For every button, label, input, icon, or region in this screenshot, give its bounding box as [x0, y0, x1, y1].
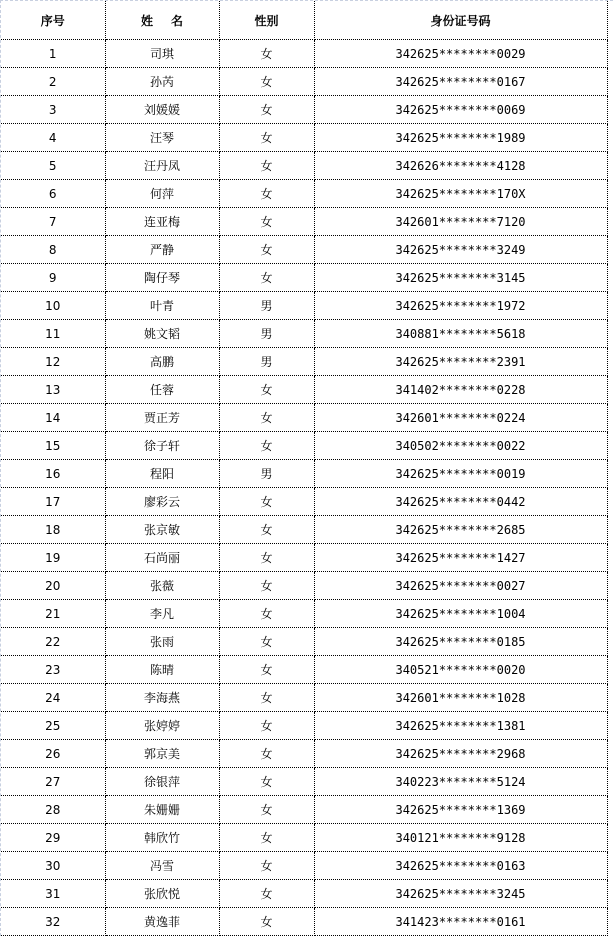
cell-gender[interactable]: 男 — [219, 292, 314, 320]
cell-gender[interactable]: 男 — [219, 348, 314, 376]
cell-gender[interactable]: 女 — [219, 236, 314, 264]
cell-gender[interactable]: 男 — [219, 460, 314, 488]
cell-name[interactable]: 张薇 — [105, 572, 219, 600]
cell-name[interactable]: 冯雪 — [105, 852, 219, 880]
cell-no[interactable]: 25 — [1, 712, 105, 740]
cell-name[interactable]: 李凡 — [105, 600, 219, 628]
table-row — [1, 768, 607, 796]
cell-id[interactable]: 340121********9128 — [314, 824, 607, 852]
header-id[interactable]: 身份证号码 — [314, 1, 607, 40]
cell-id[interactable]: 342625********0069 — [314, 96, 607, 124]
cell-name[interactable]: 张婷婷 — [105, 712, 219, 740]
table-row — [1, 516, 607, 544]
cell-id[interactable]: 342625********3145 — [314, 264, 607, 292]
cell-name[interactable]: 孙芮 — [105, 68, 219, 96]
cell-gender[interactable]: 女 — [219, 68, 314, 96]
table-row — [1, 488, 607, 516]
table-row — [1, 656, 607, 684]
cell-id[interactable]: 341402********0228 — [314, 376, 607, 404]
cell-no[interactable]: 16 — [1, 460, 105, 488]
cell-gender[interactable]: 女 — [219, 432, 314, 460]
table-row — [1, 236, 607, 264]
cell-gender[interactable]: 女 — [219, 908, 314, 936]
cell-id[interactable]: 342625********1369 — [314, 796, 607, 824]
cell-no[interactable]: 17 — [1, 488, 105, 516]
cell-no[interactable]: 23 — [1, 656, 105, 684]
cell-gender[interactable]: 女 — [219, 852, 314, 880]
cell-name[interactable]: 郭京美 — [105, 740, 219, 768]
cell-no[interactable]: 24 — [1, 684, 105, 712]
cell-name[interactable]: 张雨 — [105, 628, 219, 656]
header-name[interactable] — [105, 1, 219, 40]
cell-id[interactable]: 342601********1028 — [314, 684, 607, 712]
table-row — [1, 404, 607, 432]
cell-name[interactable]: 陶仔琴 — [105, 264, 219, 292]
roster-table — [1, 1, 608, 936]
cell-no[interactable]: 9 — [1, 264, 105, 292]
cell-no[interactable]: 8 — [1, 236, 105, 264]
table-row — [1, 824, 607, 852]
cell-no[interactable]: 15 — [1, 432, 105, 460]
cell-gender[interactable]: 女 — [219, 40, 314, 68]
table-row — [1, 68, 607, 96]
table-row — [1, 320, 607, 348]
cell-no[interactable]: 20 — [1, 572, 105, 600]
cell-name[interactable]: 叶青 — [105, 292, 219, 320]
cell-id[interactable]: 342625********1381 — [314, 712, 607, 740]
cell-id[interactable]: 340502********0022 — [314, 432, 607, 460]
cell-gender[interactable]: 女 — [219, 124, 314, 152]
table-row — [1, 264, 607, 292]
header-name-label: 姓名 — [140, 13, 201, 28]
cell-gender[interactable]: 女 — [219, 740, 314, 768]
cell-gender[interactable]: 女 — [219, 656, 314, 684]
cell-id[interactable]: 342625********0442 — [314, 488, 607, 516]
cell-name[interactable]: 汪丹凤 — [105, 152, 219, 180]
cell-id[interactable]: 342625********1972 — [314, 292, 607, 320]
table-row — [1, 740, 607, 768]
table-row — [1, 432, 607, 460]
table-row — [1, 376, 607, 404]
cell-no[interactable]: 7 — [1, 208, 105, 236]
cell-gender[interactable]: 女 — [219, 152, 314, 180]
cell-no[interactable]: 14 — [1, 404, 105, 432]
cell-name[interactable]: 任蓉 — [105, 376, 219, 404]
table-row — [1, 292, 607, 320]
cell-gender[interactable]: 女 — [219, 404, 314, 432]
table-row — [1, 852, 607, 880]
cell-no[interactable]: 18 — [1, 516, 105, 544]
cell-id[interactable]: 342601********0224 — [314, 404, 607, 432]
cell-no[interactable]: 27 — [1, 768, 105, 796]
cell-name[interactable]: 陈晴 — [105, 656, 219, 684]
cell-no[interactable]: 22 — [1, 628, 105, 656]
cell-id[interactable]: 342625********2685 — [314, 516, 607, 544]
cell-gender[interactable]: 女 — [219, 376, 314, 404]
table-row — [1, 124, 607, 152]
cell-id[interactable]: 342625********0029 — [314, 40, 607, 68]
header-gender[interactable]: 性别 — [219, 1, 314, 40]
table-row — [1, 880, 607, 908]
cell-name[interactable]: 廖彩云 — [105, 488, 219, 516]
table-body — [1, 40, 607, 936]
cell-gender[interactable]: 女 — [219, 712, 314, 740]
cell-no[interactable]: 5 — [1, 152, 105, 180]
cell-no[interactable]: 12 — [1, 348, 105, 376]
cell-id[interactable]: 342625********0027 — [314, 572, 607, 600]
cell-id[interactable]: 342625********0019 — [314, 460, 607, 488]
cell-id[interactable]: 340521********0020 — [314, 656, 607, 684]
cell-name[interactable]: 李海燕 — [105, 684, 219, 712]
cell-gender[interactable]: 女 — [219, 264, 314, 292]
cell-no[interactable]: 13 — [1, 376, 105, 404]
cell-gender[interactable]: 男 — [219, 320, 314, 348]
cell-name[interactable]: 程阳 — [105, 460, 219, 488]
cell-gender[interactable]: 女 — [219, 180, 314, 208]
table-row — [1, 40, 607, 68]
cell-no[interactable]: 21 — [1, 600, 105, 628]
cell-gender[interactable]: 女 — [219, 488, 314, 516]
table-row — [1, 572, 607, 600]
table-row — [1, 544, 607, 572]
table-row — [1, 152, 607, 180]
cell-name[interactable]: 汪琴 — [105, 124, 219, 152]
cell-no[interactable]: 4 — [1, 124, 105, 152]
cell-id[interactable]: 342626********4128 — [314, 152, 607, 180]
table-row — [1, 460, 607, 488]
table-row — [1, 796, 607, 824]
table-row — [1, 712, 607, 740]
cell-name[interactable]: 朱姗姗 — [105, 796, 219, 824]
cell-no[interactable]: 30 — [1, 852, 105, 880]
cell-gender[interactable]: 女 — [219, 684, 314, 712]
cell-no[interactable]: 19 — [1, 544, 105, 572]
cell-name[interactable]: 徐银萍 — [105, 768, 219, 796]
cell-name[interactable]: 何萍 — [105, 180, 219, 208]
cell-name[interactable]: 张欣悦 — [105, 880, 219, 908]
cell-no[interactable]: 3 — [1, 96, 105, 124]
cell-gender[interactable]: 女 — [219, 572, 314, 600]
cell-gender[interactable]: 女 — [219, 768, 314, 796]
table-row — [1, 180, 607, 208]
cell-gender[interactable]: 女 — [219, 544, 314, 572]
cell-gender[interactable]: 女 — [219, 796, 314, 824]
cell-no[interactable]: 29 — [1, 824, 105, 852]
cell-name[interactable]: 黄逸菲 — [105, 908, 219, 936]
cell-id[interactable]: 342625********0163 — [314, 852, 607, 880]
table-row — [1, 684, 607, 712]
cell-id[interactable]: 342625********3249 — [314, 236, 607, 264]
cell-no[interactable]: 26 — [1, 740, 105, 768]
cell-id[interactable]: 342625********2968 — [314, 740, 607, 768]
cell-id[interactable]: 342625********1989 — [314, 124, 607, 152]
cell-name[interactable]: 贾正芳 — [105, 404, 219, 432]
cell-id[interactable]: 342625********0185 — [314, 628, 607, 656]
cell-id[interactable]: 341423********0161 — [314, 908, 607, 936]
cell-gender[interactable]: 女 — [219, 208, 314, 236]
cell-name[interactable]: 韩欣竹 — [105, 824, 219, 852]
table-row — [1, 348, 607, 376]
cell-no[interactable]: 11 — [1, 320, 105, 348]
cell-name[interactable]: 高鹏 — [105, 348, 219, 376]
cell-name[interactable]: 严静 — [105, 236, 219, 264]
cell-id[interactable]: 340223********5124 — [314, 768, 607, 796]
cell-id[interactable]: 342601********7120 — [314, 208, 607, 236]
header-no[interactable]: 序号 — [1, 1, 105, 40]
cell-name[interactable]: 司琪 — [105, 40, 219, 68]
table-row — [1, 208, 607, 236]
cell-name[interactable]: 徐子轩 — [105, 432, 219, 460]
cell-gender[interactable]: 女 — [219, 628, 314, 656]
cell-id[interactable]: 342625********1004 — [314, 600, 607, 628]
cell-no[interactable]: 6 — [1, 180, 105, 208]
cell-gender[interactable]: 女 — [219, 600, 314, 628]
cell-id[interactable]: 340881********5618 — [314, 320, 607, 348]
cell-name[interactable]: 刘媛媛 — [105, 96, 219, 124]
cell-id[interactable]: 342625********0167 — [314, 68, 607, 96]
cell-name[interactable]: 姚文韬 — [105, 320, 219, 348]
cell-id[interactable]: 342625********3245 — [314, 880, 607, 908]
cell-no[interactable]: 1 — [1, 40, 105, 68]
cell-no[interactable]: 32 — [1, 908, 105, 936]
cell-name[interactable]: 石尚丽 — [105, 544, 219, 572]
cell-id[interactable]: 342625********2391 — [314, 348, 607, 376]
cell-no[interactable]: 10 — [1, 292, 105, 320]
cell-gender[interactable]: 女 — [219, 880, 314, 908]
cell-gender[interactable]: 女 — [219, 96, 314, 124]
cell-id[interactable]: 342625********170X — [314, 180, 607, 208]
cell-id[interactable]: 342625********1427 — [314, 544, 607, 572]
cell-name[interactable]: 连亚梅 — [105, 208, 219, 236]
cell-no[interactable]: 28 — [1, 796, 105, 824]
cell-gender[interactable]: 女 — [219, 824, 314, 852]
cell-no[interactable]: 31 — [1, 880, 105, 908]
cell-no[interactable]: 2 — [1, 68, 105, 96]
table-row — [1, 908, 607, 936]
cell-gender[interactable]: 女 — [219, 516, 314, 544]
table-row — [1, 96, 607, 124]
header-row — [1, 1, 607, 40]
cell-name[interactable]: 张京敏 — [105, 516, 219, 544]
table-row — [1, 628, 607, 656]
table-row — [1, 600, 607, 628]
